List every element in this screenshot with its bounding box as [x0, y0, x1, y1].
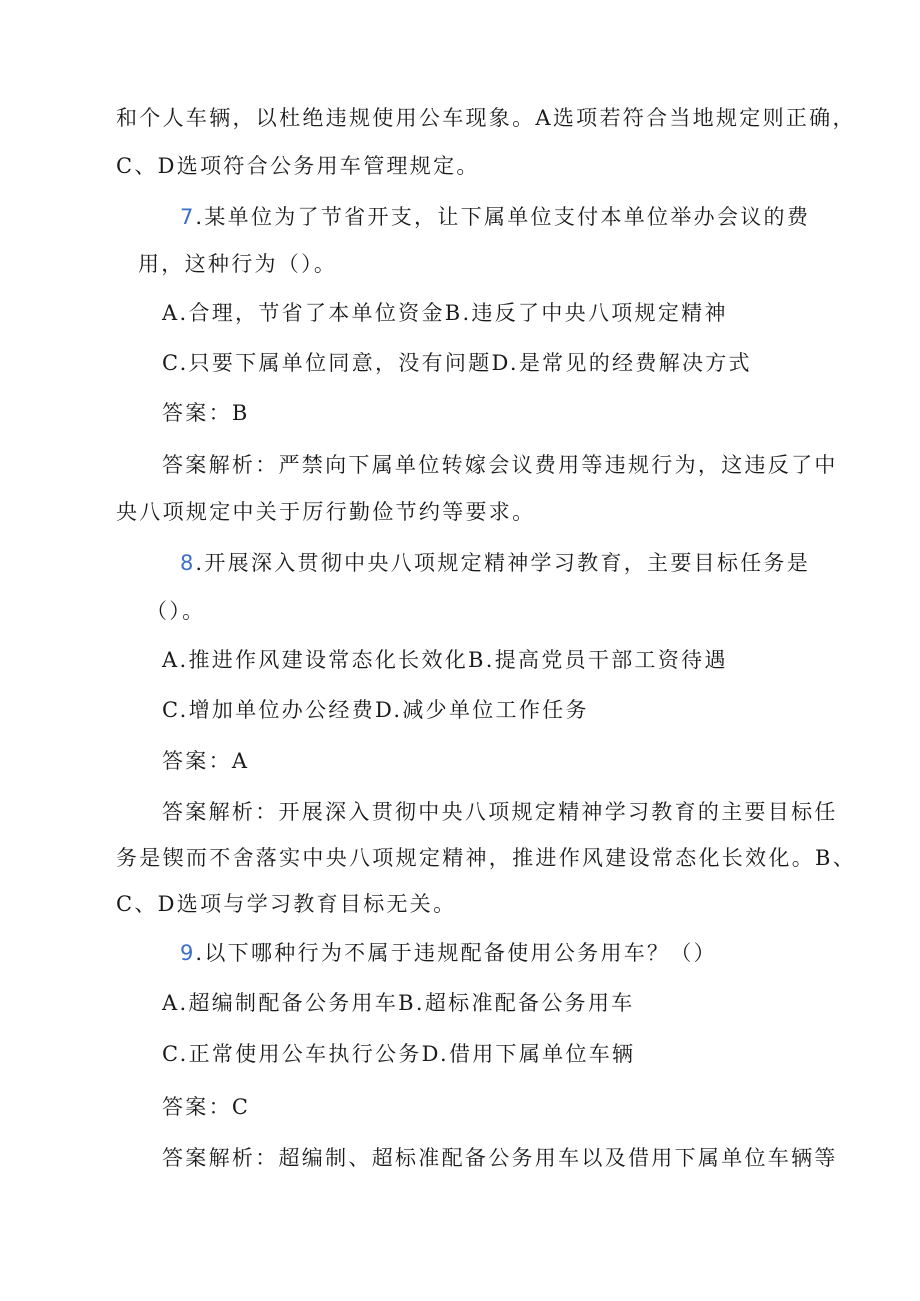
- question-8-analysis-2: 务是锲而不舍落实中央八项规定精神，推进作风建设常态化长效化。B、: [116, 846, 857, 870]
- question-8-options-ab: A.推进作风建设常态化长效化B.提高党员干部工资待遇: [162, 648, 728, 672]
- question-8-options-cd: C.增加单位办公经费D.减少单位工作任务: [162, 698, 589, 722]
- question-7-options-ab: A.合理，节省了本单位资金B.违反了中央八项规定精神: [162, 301, 728, 325]
- question-8-analysis-1: 答案解析：开展深入贯彻中央八项规定精神学习教育的主要目标任: [162, 800, 838, 824]
- question-7-stem-cont: 用，这种行为（）。: [138, 252, 338, 276]
- question-7-analysis-1: 答案解析：严禁向下属单位转嫁会议费用等违规行为，这违反了中: [162, 453, 838, 477]
- question-8-stem: [0, 543, 920, 583]
- intro-line-1: 和个人车辆，以杜绝违规使用公车现象。A选项若符合当地规定则正确，: [116, 106, 856, 130]
- question-9-analysis-1: 答案解析：超编制、超标准配备公务用车以及借用下属单位车辆等: [162, 1146, 838, 1170]
- question-8-analysis-3: C、D选项与学习教育目标无关。: [116, 892, 457, 916]
- question-8-answer: 答案：A: [162, 749, 250, 773]
- question-9-options-ab: A.超编制配备公务用车B.超标准配备公务用车: [162, 991, 635, 1015]
- question-9-stem: [0, 933, 920, 973]
- question-7-answer: 答案：B: [162, 401, 250, 425]
- question-text: .开展深入贯彻中央八项规定精神学习教育，主要目标任务是: [195, 551, 811, 575]
- question-number: 9: [180, 941, 194, 965]
- question-7-options-cd: C.只要下属单位同意，没有问题D.是常见的经费解决方式: [162, 351, 752, 375]
- question-number: 7: [180, 205, 194, 229]
- question-9-options-cd: C.正常使用公车执行公务D.借用下属单位车辆: [162, 1042, 636, 1066]
- question-number: 8: [180, 551, 194, 575]
- question-7-analysis-2: 央八项规定中关于厉行勤俭节约等要求。: [116, 500, 536, 524]
- question-7-stem: [0, 197, 920, 237]
- question-8-stem-cont: （）。: [146, 599, 206, 623]
- question-9-answer: 答案：C: [162, 1095, 251, 1119]
- question-text: .以下哪种行为不属于违规配备使用公务用车？（）: [195, 941, 717, 965]
- intro-line-2: C、D选项符合公务用车管理规定。: [116, 154, 480, 178]
- question-text: .某单位为了节省开支，让下属单位支付本单位举办会议的费: [195, 205, 811, 229]
